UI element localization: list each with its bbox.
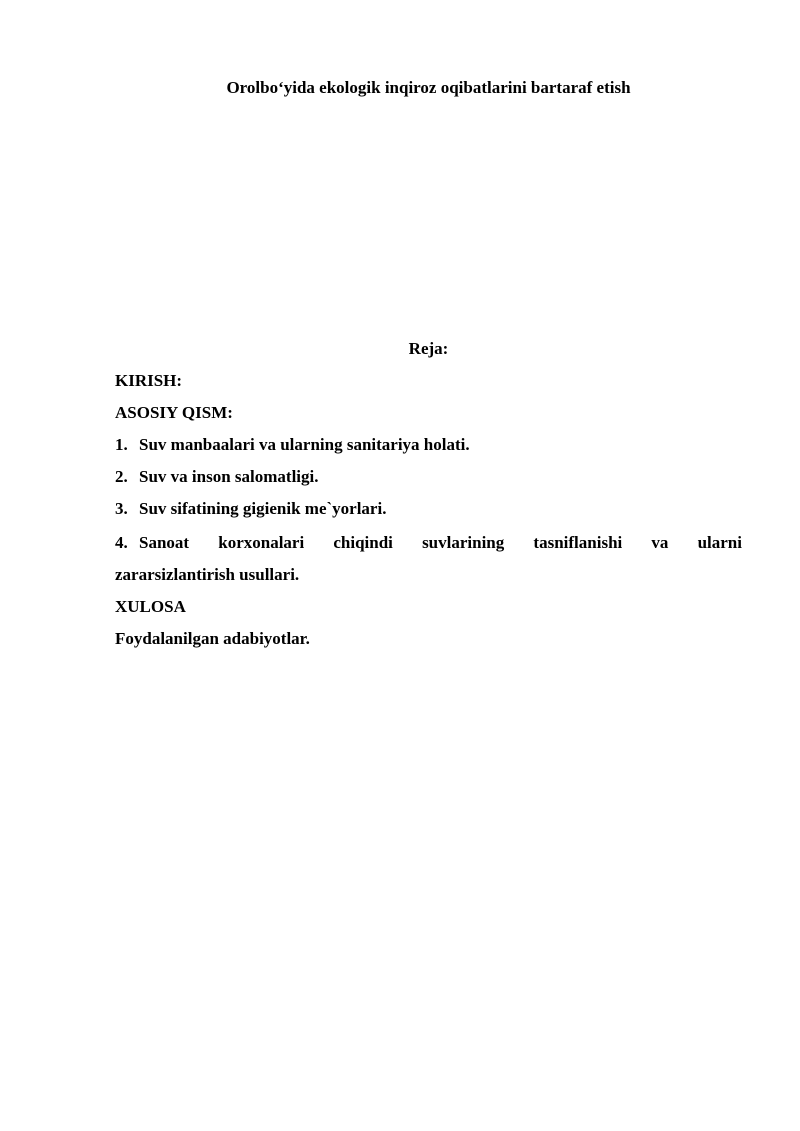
plan-item-text: Suv manbaalari va ularning sanitariya holati.: [139, 435, 470, 454]
plan-item-number: 1.: [115, 435, 128, 454]
plan-item-4: [115, 532, 742, 554]
plan-item-text: Suv va inson salomatligi.: [139, 467, 319, 486]
plan-item-number: 4.: [115, 533, 128, 552]
plan-item-3: [115, 498, 742, 520]
conclusion-heading: XULOSA: [115, 597, 186, 616]
plan-item-number: 3.: [115, 499, 128, 518]
plan-item-text: Sanoat korxonalari chiqindi suvlarining tasniflanishi va ularni: [139, 533, 742, 552]
plan-heading: Reja:: [408, 339, 449, 358]
plan-item-2: [115, 466, 742, 488]
plan-item-4-continuation: zararsizlantirish usullari.: [115, 565, 300, 584]
document-title: Orolbo‘yida ekologik inqiroz oqibatlarini bartaraf etish: [226, 78, 631, 97]
plan-item-1: [115, 434, 742, 456]
main-part-heading: ASOSIY QISM:: [115, 403, 233, 422]
intro-heading: KIRISH:: [115, 371, 183, 390]
plan-item-text: Suv sifatining gigienik me`yorlari.: [139, 499, 387, 518]
plan-item-number: 2.: [115, 467, 128, 486]
references-heading: Foydalanilgan adabiyotlar.: [115, 629, 310, 648]
